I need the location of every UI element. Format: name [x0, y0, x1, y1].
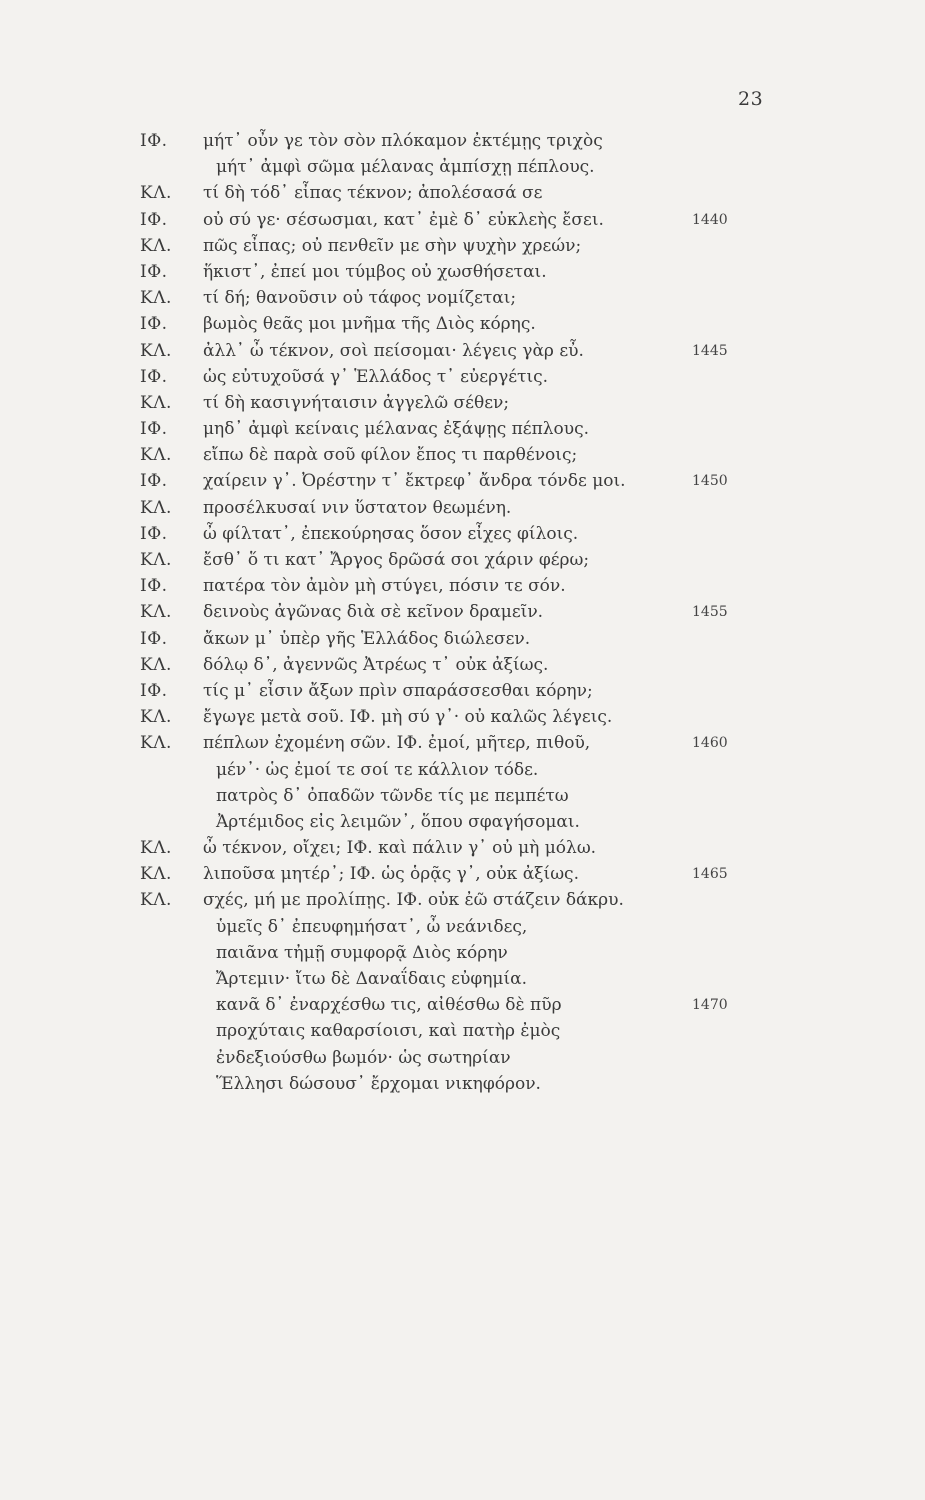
- verse-block: [0, 128, 925, 1097]
- verse-line: [0, 992, 925, 1018]
- verse-line: [0, 1071, 925, 1097]
- verse-line: [0, 730, 925, 756]
- verse-text: πέπλων ἐχομένη σῶν. ΙΦ. ἐμοί, μῆτερ, πιθοῦ,: [203, 733, 591, 754]
- verse-line: [0, 626, 925, 652]
- verse-text: κανᾶ δ᾽ ἐναρχέσθω τις, αἰθέσθω δὲ πῦρ: [216, 995, 562, 1016]
- verse-line: [0, 259, 925, 285]
- verse-text: πατέρα τὸν ἀμὸν μὴ στύγει, πόσιν τε σόν.: [203, 576, 566, 597]
- verse-text: λιποῦσα μητέρ᾽; ΙΦ. ὡς ὁρᾷς γ᾽, οὐκ ἀξίως.: [203, 864, 579, 885]
- verse-line: [0, 442, 925, 468]
- verse-text: πῶς εἶπας; οὐ πενθεῖν με σὴν ψυχὴν χρεών;: [203, 235, 582, 256]
- verse-text: ὡς εὐτυχοῦσά γ᾽ Ἑλλάδος τ᾽ εὐεργέτις.: [203, 366, 549, 387]
- line-number: 1450: [692, 473, 728, 490]
- verse-line: [0, 966, 925, 992]
- speaker-label: ΙΦ.: [140, 680, 168, 701]
- verse-line: [0, 207, 925, 233]
- verse-text: ὦ τέκνον, οἴχει; ΙΦ. καὶ πάλιν γ᾽ οὐ μὴ μόλω.: [203, 838, 597, 859]
- verse-text: ὦ φίλτατ᾽, ἐπεκούρησας ὅσον εἶχες φίλοις.: [203, 523, 579, 544]
- verse-line: [0, 416, 925, 442]
- verse-text: μέν᾽· ὡς ἐμοί τε σοί τε κάλλιον τόδε.: [216, 759, 539, 780]
- page-number: 23: [738, 88, 764, 110]
- speaker-label: ΙΦ.: [140, 261, 168, 282]
- verse-text: Ἕλλησι δώσουσ᾽ ἔρχομαι νικηφόρον.: [216, 1073, 541, 1094]
- line-number: 1455: [692, 604, 728, 621]
- verse-line: [0, 521, 925, 547]
- verse-text: εἴπω δὲ παρὰ σοῦ φίλον ἔπος τι παρθένοις;: [203, 445, 578, 466]
- verse-text: δόλῳ δ᾽, ἀγεννῶς Ἀτρέως τ᾽ οὐκ ἀξίως.: [203, 654, 549, 675]
- speaker-label: ΙΦ.: [140, 366, 168, 387]
- speaker-label: ΙΦ.: [140, 314, 168, 335]
- verse-text: χαίρειν γ᾽. Ὀρέστην τ᾽ ἔκτρεφ᾽ ἄνδρα τόνδε μοι.: [203, 471, 626, 492]
- speaker-label: ΚΛ.: [140, 340, 172, 361]
- verse-text: οὐ σύ γε· σέσωσμαι, κατ᾽ ἐμὲ δ᾽ εὐκλεὴς ἔσει.: [203, 209, 604, 230]
- verse-text: τίς μ᾽ εἶσιν ἄξων πρὶν σπαράσσεσθαι κόρην;: [203, 680, 593, 701]
- speaker-label: ΚΛ.: [140, 288, 172, 309]
- verse-line: [0, 887, 925, 913]
- verse-text: ἥκιστ᾽, ἐπεί μοι τύμβος οὐ χωσθήσεται.: [203, 261, 547, 282]
- speaker-label: ΚΛ.: [140, 707, 172, 728]
- speaker-label: ΚΛ.: [140, 733, 172, 754]
- verse-line: [0, 678, 925, 704]
- verse-text: μήτ᾽ ἀμφὶ σῶμα μέλανας ἀμπίσχῃ πέπλους.: [216, 157, 595, 178]
- verse-line: [0, 338, 925, 364]
- verse-text: ὑμεῖς δ᾽ ἐπευφημήσατ᾽, ὦ νεάνιδες,: [216, 916, 528, 937]
- verse-line: [0, 809, 925, 835]
- verse-text: μηδ᾽ ἀμφὶ κείναις μέλανας ἐξάψῃς πέπλους.: [203, 419, 590, 440]
- speaker-label: ΚΛ.: [140, 445, 172, 466]
- speaker-label: ΚΛ.: [140, 497, 172, 518]
- verse-line: [0, 652, 925, 678]
- verse-line: [0, 599, 925, 625]
- verse-line: [0, 180, 925, 206]
- verse-line: [0, 783, 925, 809]
- speaker-label: ΙΦ.: [140, 131, 168, 151]
- speaker-label: ΚΛ.: [140, 183, 172, 204]
- verse-text: τί δή; θανοῦσιν οὐ τάφος νομίζεται;: [203, 288, 517, 309]
- verse-text: ἔγωγε μετὰ σοῦ. ΙΦ. μὴ σύ γ᾽· οὐ καλῶς λέγεις.: [203, 707, 613, 728]
- speaker-label: ΙΦ.: [140, 209, 168, 230]
- verse-line: [0, 233, 925, 259]
- speaker-label: ΙΦ.: [140, 419, 168, 440]
- speaker-label: ΙΦ.: [140, 628, 168, 649]
- verse-line: [0, 311, 925, 337]
- line-number: 1465: [692, 866, 728, 883]
- verse-text: δεινοὺς ἀγῶνας διὰ σὲ κεῖνον δραμεῖν.: [203, 602, 544, 623]
- verse-line: [0, 940, 925, 966]
- speaker-label: ΚΛ.: [140, 235, 172, 256]
- speaker-label: ΙΦ.: [140, 523, 168, 544]
- verse-line: [0, 154, 925, 180]
- line-number: 1460: [692, 735, 728, 752]
- speaker-label: ΚΛ.: [140, 602, 172, 623]
- verse-text: προσέλκυσαί νιν ὕστατον θεωμένη.: [203, 497, 512, 518]
- speaker-label: ΙΦ.: [140, 471, 168, 492]
- verse-line: [0, 1045, 925, 1071]
- speaker-label: ΚΛ.: [140, 838, 172, 859]
- speaker-label: ΚΛ.: [140, 864, 172, 885]
- verse-line: [0, 914, 925, 940]
- verse-line: [0, 835, 925, 861]
- verse-text: παιᾶνα τἠμῇ συμφορᾷ Διὸς κόρην: [216, 942, 508, 963]
- verse-line: [0, 285, 925, 311]
- verse-line: [0, 861, 925, 887]
- verse-text: ἐνδεξιούσθω βωμόν· ὡς σωτηρίαν: [216, 1047, 511, 1068]
- verse-text: Ἀρτέμιδος εἰς λειμῶν᾽, ὅπου σφαγήσομαι.: [216, 811, 580, 832]
- verse-text: πατρὸς δ᾽ ὀπαδῶν τῶνδε τίς με πεμπέτω: [216, 785, 569, 806]
- verse-text: ἄκων μ᾽ ὑπὲρ γῆς Ἑλλάδος διώλεσεν.: [203, 628, 531, 649]
- speaker-label: ΚΛ.: [140, 890, 172, 911]
- verse-line: [0, 390, 925, 416]
- line-number: 1470: [692, 997, 728, 1014]
- verse-line: [0, 128, 925, 154]
- line-number: 1440: [692, 211, 728, 228]
- verse-line: [0, 573, 925, 599]
- verse-text: βωμὸς θεᾶς μοι μνῆμα τῆς Διὸς κόρης.: [203, 314, 536, 335]
- verse-text: προχύταις καθαρσίοισι, καὶ πατὴρ ἐμὸς: [216, 1021, 561, 1042]
- speaker-label: ΚΛ.: [140, 550, 172, 570]
- speaker-label: ΚΛ.: [140, 392, 172, 413]
- speaker-label: ΚΛ.: [140, 654, 172, 675]
- verse-line: [0, 468, 925, 494]
- verse-text: Ἄρτεμιν· ἴτω δὲ Δαναΐδαις εὐφημία.: [216, 969, 528, 989]
- verse-text: ἔσθ᾽ ὅ τι κατ᾽ Ἄργος δρῶσά σοι χάριν φέρω;: [203, 550, 590, 570]
- verse-text: ἀλλ᾽ ὦ τέκνον, σοὶ πείσομαι· λέγεις γὰρ εὖ.: [203, 340, 584, 361]
- verse-text: σχές, μή με προλίπῃς. ΙΦ. οὐκ ἐῶ στάζειν δάκρυ.: [203, 890, 624, 911]
- verse-line: [0, 1018, 925, 1044]
- verse-text: μήτ᾽ οὖν γε τὸν σὸν πλόκαμον ἐκτέμῃς τριχὸς: [203, 131, 603, 151]
- verse-line: [0, 757, 925, 783]
- verse-text: τί δὴ τόδ᾽ εἶπας τέκνον; ἀπολέσασά σε: [203, 183, 543, 204]
- verse-line: [0, 547, 925, 573]
- line-number: 1445: [692, 342, 728, 359]
- verse-line: [0, 704, 925, 730]
- verse-text: τί δὴ κασιγνήταισιν ἀγγελῶ σέθεν;: [203, 392, 510, 413]
- verse-line: [0, 364, 925, 390]
- verse-line: [0, 495, 925, 521]
- speaker-label: ΙΦ.: [140, 576, 168, 597]
